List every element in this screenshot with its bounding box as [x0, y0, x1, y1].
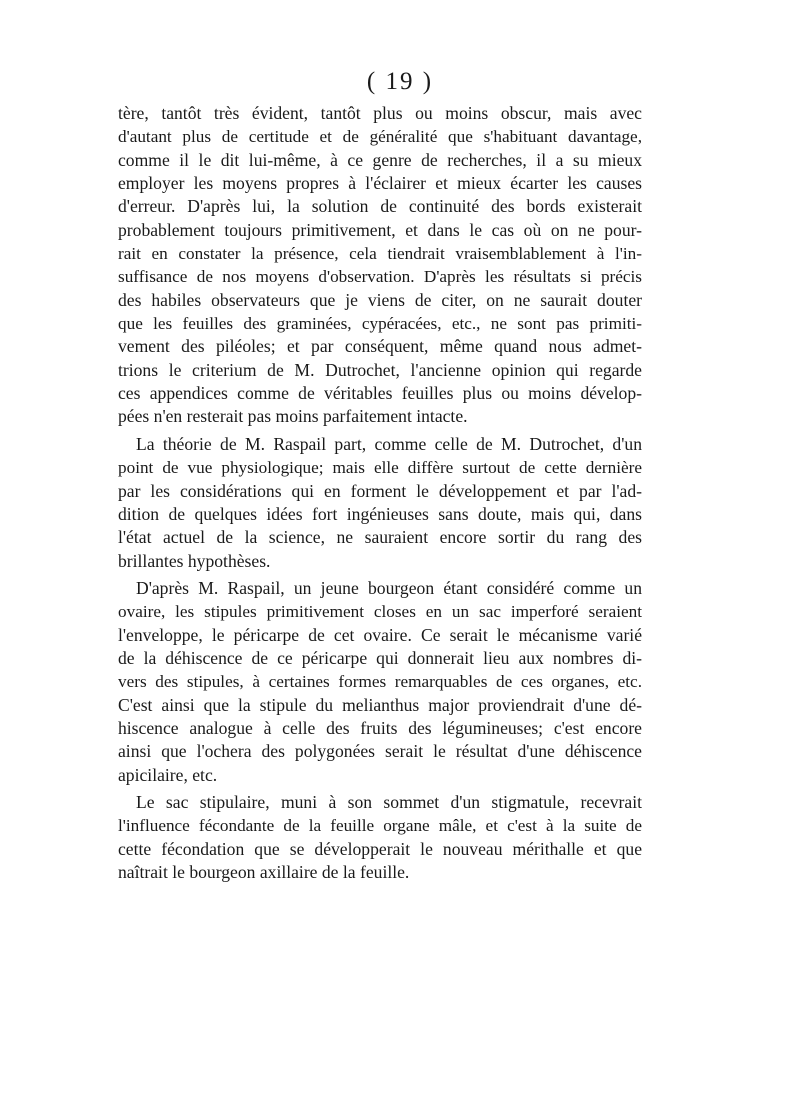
text-line: vement des piléoles; et par conséquent, même quand nous admet-	[118, 336, 642, 357]
text-line: vers des stipules, à certaines formes remarquables de ces organes, etc.	[118, 672, 642, 692]
text-line: comme il le dit lui-même, à ce genre de recherches, il a su mieux	[118, 149, 642, 170]
text-line: d'erreur. D'après lui, la solution de continuité des bords existerait	[118, 196, 642, 217]
text-line: que les feuilles des graminées, cypéracées, etc., ne sont pas primiti-	[118, 314, 642, 334]
text-line: de la déhiscence de ce péricarpe qui donnerait lieu aux nombres di-	[118, 647, 642, 668]
text-line: d'autant plus de certitude et de généralité que s'habituant davantage,	[118, 127, 642, 147]
paragraph	[118, 791, 642, 884]
text-line: La théorie de M. Raspail part, comme celle de M. Dutrochet, d'un	[136, 433, 642, 454]
text-line: l'état actuel de la science, ne sauraient encore sortir du rang des	[118, 527, 642, 548]
text-line: ces appendices comme de véritables feuilles plus ou moins dévelop-	[118, 383, 642, 404]
text-line: point de vue physiologique; mais elle diffère surtout de cette dernière	[118, 458, 642, 478]
text-line: ovaire, les stipules primitivement closes en un sac imperforé seraient	[118, 602, 642, 622]
text-line: probablement toujours primitivement, et dans le cas où on ne pour-	[118, 219, 642, 240]
body-text	[118, 102, 642, 888]
paragraph	[118, 102, 642, 429]
text-line: naîtrait le bourgeon axillaire de la feuille.	[118, 862, 410, 882]
text-line: l'enveloppe, le péricarpe de cet ovaire. Ce serait le mécanisme varié	[118, 624, 642, 645]
text-line: Le sac stipulaire, muni à son sommet d'un stigmatule, recevrait	[136, 791, 642, 812]
text-line: rait en constater la présence, cela tiendrait vraisemblablement à l'in-	[118, 244, 642, 264]
text-line: dition de quelques idées fort ingénieuses sans doute, mais qui, dans	[118, 503, 642, 524]
paragraph	[118, 433, 642, 573]
text-line: apicilaire, etc.	[118, 764, 218, 785]
text-line: suffisance de nos moyens d'observation. D'après les résultats si précis	[118, 267, 642, 287]
text-line: employer les moyens propres à l'éclairer et mieux écarter les causes	[118, 173, 642, 194]
text-line: des habiles observateurs que je viens de citer, on ne saurait douter	[118, 289, 642, 310]
text-line: ainsi que l'ochera des polygonées serait le résultat d'une déhiscence	[118, 741, 642, 762]
text-line: tère, tantôt très évident, tantôt plus ou moins obscur, mais avec	[118, 103, 642, 123]
text-line: hiscence analogue à celle des fruits des légumineuses; c'est encore	[118, 717, 642, 738]
text-line: cette fécondation que se développerait le nouveau mérithalle et que	[118, 838, 642, 859]
paragraph	[118, 577, 642, 787]
text-line: pées n'en resterait pas moins parfaitement intacte.	[118, 406, 468, 427]
text-line: brillantes hypothèses.	[118, 550, 271, 571]
text-line: D'après M. Raspail, un jeune bourgeon étant considéré comme un	[136, 577, 642, 598]
page-number: ( 19 )	[366, 68, 434, 95]
text-line: par les considérations qui en forment le développement et par l'ad-	[118, 480, 642, 501]
text-line: trions le criterium de M. Dutrochet, l'ancienne opinion qui regarde	[118, 359, 642, 380]
text-line: l'influence fécondante de la feuille organe mâle, et c'est à la suite de	[118, 816, 642, 836]
text-line: C'est ainsi que la stipule du melianthus major proviendrait d'une dé-	[118, 694, 642, 715]
